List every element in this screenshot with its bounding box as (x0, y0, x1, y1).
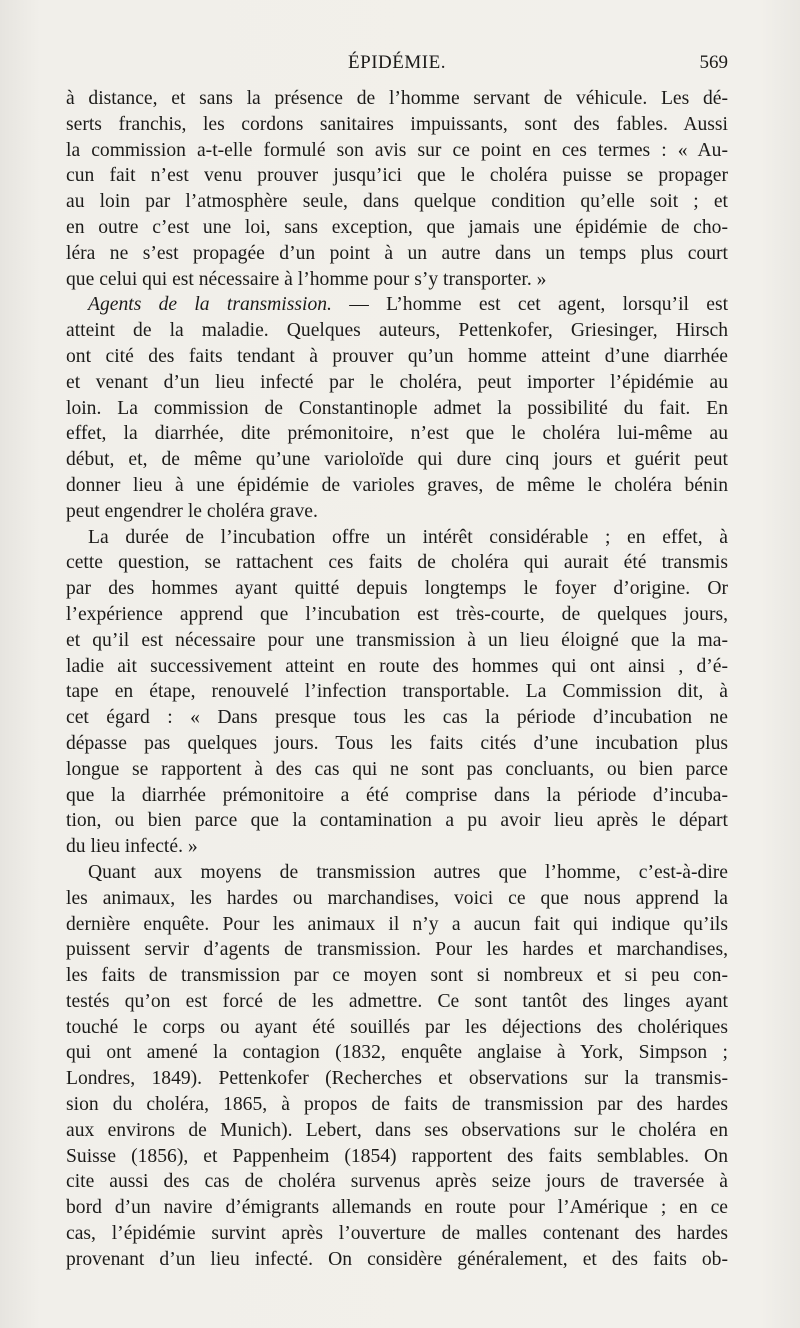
text-line: Quant aux moyens de transmission autres que l’homme, c’est-à-dire (88, 861, 728, 883)
section-heading-inline: Agents de la transmission. (88, 294, 332, 316)
text-line: ladie ait successivement atteint en route des hommes qui ont ainsi , d’é- (66, 655, 728, 677)
text-line: au loin par l’atmosphère seule, dans quelque condition qu’elle soit ; et (66, 191, 728, 213)
text-line: loin. La commission de Constantinople admet la possibilité du fait. En (66, 397, 728, 419)
text-line: atteint de la maladie. Quelques auteurs, Pettenkofer, Griesinger, Hirsch (66, 320, 728, 342)
text-line: par des hommes ayant quitté depuis longtemps le foyer d’origine. Or (66, 578, 728, 600)
paragraph-start-line (66, 292, 728, 318)
page-header (66, 52, 728, 80)
text-line: Suisse (1856), et Pappenheim (1854) rapportent des faits semblables. On (66, 1145, 728, 1167)
text-line: serts franchis, les cordons sanitaires impuissants, sont des fables. Aussi (66, 113, 728, 135)
text-line: sion du choléra, 1865, à propos de faits de transmission par des hardes (66, 1094, 728, 1116)
text-line: et venant d’un lieu infecté par le choléra, peut importer l’épidémie au (66, 371, 728, 393)
text-line: donner lieu à une épidémie de varioles graves, de même le choléra bénin (66, 474, 728, 496)
running-title: ÉPIDÉMIE. (348, 52, 446, 73)
body-text (66, 86, 728, 1273)
text-line: cas, l’épidémie survint après l’ouverture de malles contenant des hardes (66, 1223, 728, 1245)
text-line: peut engendrer le choléra grave. (66, 500, 318, 522)
text-line: cet égard : « Dans presque tous les cas la période d’incubation ne (66, 707, 728, 729)
text-line: longue se rapportent à des cas qui ne sont pas concluants, ou bien parce (66, 758, 728, 780)
text-line: en outre c’est une loi, sans exception, que jamais une épidémie de cho- (66, 216, 728, 238)
text-line: provenant d’un lieu infecté. On considère généralement, et des faits ob- (66, 1248, 728, 1270)
page-number: 569 (699, 52, 728, 73)
text-line: que celui qui est nécessaire à l’homme pour s’y transporter. » (66, 268, 547, 290)
text-line: dernière enquête. Pour les animaux il n’y a aucun fait qui indique qu’ils (66, 913, 728, 935)
text-line: tape en étape, renouvelé l’infection transportable. La Commission dit, à (66, 681, 728, 703)
text-line: que la diarrhée prémonitoire a été comprise dans la période d’incuba- (66, 784, 728, 806)
text-line: La durée de l’incubation offre un intérêt considérable ; en effet, à (88, 526, 728, 548)
text-fragment: — L’homme est cet agent, lorsqu’il est (349, 294, 728, 316)
text-line: du lieu infecté. » (66, 836, 198, 858)
text-line: dépasse pas quelques jours. Tous les faits cités d’une incubation plus (66, 732, 728, 754)
text-line: cun fait n’est venu prouver jusqu’ici que le choléra puisse se propager (66, 165, 728, 187)
text-line: effet, la diarrhée, dite prémonitoire, n’est que le choléra lui-même au (66, 423, 728, 445)
text-line: l’expérience apprend que l’incubation est très-courte, de quelques jours, (66, 603, 728, 625)
text-line: tion, ou bien parce que la contamination a pu avoir lieu après le départ (66, 810, 728, 832)
text-line: puissent servir d’agents de transmission. Pour les hardes et marchandises, (66, 939, 728, 961)
text-line: cette question, se rattachent ces faits de choléra qui aurait été transmis (66, 552, 728, 574)
text-line: bord d’un navire d’émigrants allemands en route pour l’Amérique ; en ce (66, 1197, 728, 1219)
text-line: testés qu’on est forcé de les admettre. Ce sont tantôt des linges ayant (66, 990, 728, 1012)
text-line: aux environs de Munich). Lebert, dans ses observations sur le choléra en (66, 1119, 728, 1141)
text-line: léra ne s’est propagée d’un point à un autre dans un temps plus court (66, 242, 728, 264)
text-line: touché le corps ou ayant été souillés par les déjections des cholériques (66, 1016, 728, 1038)
text-line: et qu’il est nécessaire pour une transmission à un lieu éloigné que la ma- (66, 629, 728, 651)
text-line: cite aussi des cas de choléra survenus après seize jours de traversée à (66, 1171, 728, 1193)
text-line: Londres, 1849). Pettenkofer (Recherches et observations sur la transmis- (66, 1068, 728, 1090)
text-line: ont cité des faits tendant à prouver qu’un homme atteint d’une diarrhée (66, 345, 728, 367)
text-line: les animaux, les hardes ou marchandises, voici ce que nous apprend la (66, 887, 728, 909)
text-line: qui ont amené la contagion (1832, enquête anglaise à York, Simpson ; (66, 1042, 728, 1064)
text-line: à distance, et sans la présence de l’homme servant de véhicule. Les dé- (66, 88, 728, 109)
text-line: début, et, de même qu’une varioloïde qui dure cinq jours et guérit peut (66, 449, 728, 471)
text-line: la commission a-t-elle formulé son avis sur ce point en ces termes : « Au- (66, 139, 728, 161)
text-line: les faits de transmission par ce moyen sont si nombreux et si peu con- (66, 965, 728, 987)
